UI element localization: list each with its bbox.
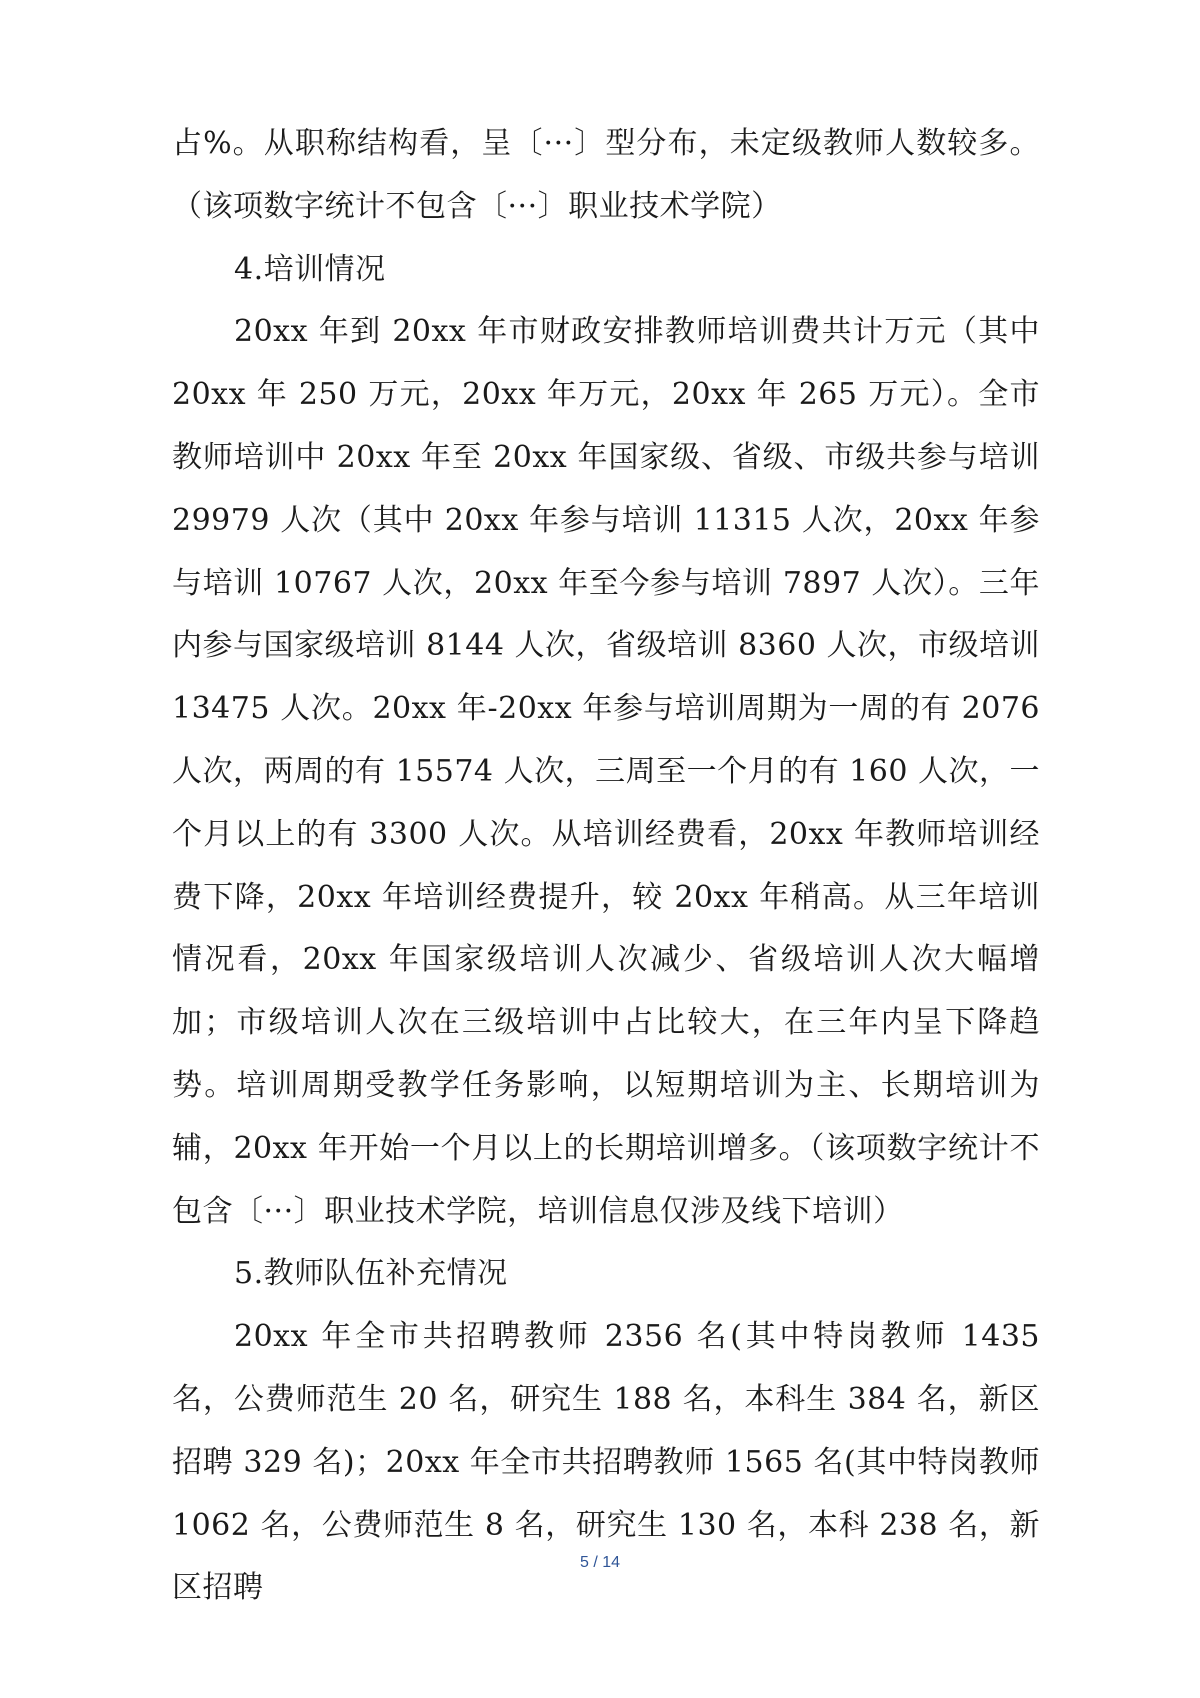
- paragraph-training-details: 20xx 年到 20xx 年市财政安排教师培训费共计万元（其中 20xx 年 250 万元，20xx 年万元，20xx 年 265 万元）。全市教师培训中 20xx 年至 20xx 年国家级、省级、市级共参与培训 29979 人次（其中 20xx 年参与培训 11315 人次，20xx 年参与培训 10767 人次，20xx 年至今参与培训 7897 人次）。三年内参与国家级培训 8144 人次，省级培训 8360 人次，市级培训 13475 人次。20xx 年-20xx 年参与培训周期为一周的有 2076 人次，两周的有 15574 人次，三周至一个月的有 160 人次，一个月以上的有 3300 人次。从培训经费看，20xx 年教师培训经费下降，20xx 年培训经费提升，较 20xx 年稍高。从三年培训情况看，20xx 年国家级培训人次减少、省级培训人次大幅增加；市级培训人次在三级培训中占比较大，在三年内呈下降趋势。培训周期受教学任务影响，以短期培训为主、长期培训为辅，20xx 年开始一个月以上的长期培训增多。（该项数字统计不包含〔···〕职业技术学院，培训信息仅涉及线下培训）: [172, 314, 1040, 1229]
- section-heading-training: 4.培训情况: [234, 251, 386, 287]
- paragraph-recruitment-details: 20xx 年全市共招聘教师 2356 名(其中特岗教师 1435 名，公费师范生 20 名，研究生 188 名，本科生 384 名，新区招聘 329 名)；20xx 年全市共招聘教师 1565 名(其中特岗教师 1062 名，公费师范生 8 名，研究生 130 名，本科 238 名，新区招聘: [172, 1319, 1040, 1606]
- section-heading-recruitment: 5.教师队伍补充情况: [234, 1256, 508, 1292]
- page-number: 5 / 14: [579, 1554, 621, 1571]
- document-body: [172, 113, 1040, 1620]
- paragraph-title-structure: 占%。从职称结构看，呈〔···〕型分布，未定级教师人数较多。（该项数字统计不包含〔···〕职业技术学院）: [172, 126, 1040, 224]
